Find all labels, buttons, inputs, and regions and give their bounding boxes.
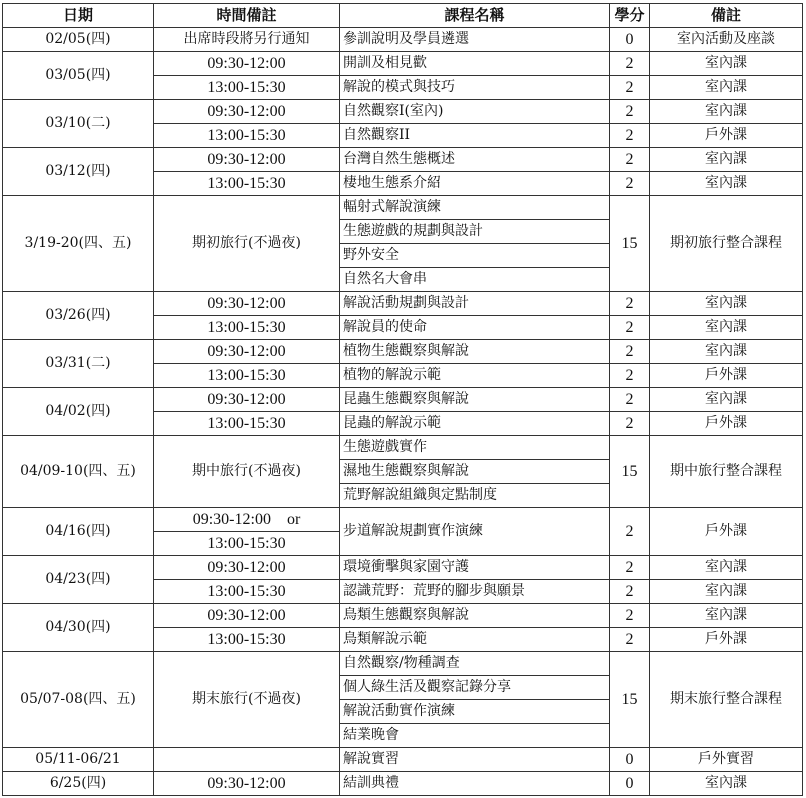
time-cell: 13:00-15:30: [154, 316, 340, 340]
time-cell: 09:30-12:00: [154, 340, 340, 364]
time-cell: 期初旅行(不過夜): [154, 196, 340, 292]
credit-cell: 15: [610, 196, 650, 292]
time-cell: 13:00-15:30: [154, 76, 340, 100]
credit-cell: 2: [610, 628, 650, 652]
credit-cell: 2: [610, 100, 650, 124]
note-cell: 室內課: [650, 556, 803, 580]
time-cell: 09:30-12:00 or: [154, 508, 340, 532]
header-credit: 學分: [610, 4, 650, 28]
course-cell: 鳥類解說示範: [340, 628, 610, 652]
time-cell: 出席時段將另行通知: [154, 28, 340, 52]
table-row: [3, 292, 803, 316]
course-cell: 參訓說明及學員遴選: [340, 28, 610, 52]
course-cell: 植物的解說示範: [340, 364, 610, 388]
date-cell: 03/12(四): [3, 148, 154, 196]
table-row: [3, 148, 803, 172]
course-cell: 解說活動規劃與設計: [340, 292, 610, 316]
table-row: [3, 748, 803, 772]
course-cell: 步道解說規劃實作演練: [340, 508, 610, 556]
credit-cell: 2: [610, 292, 650, 316]
course-cell: 環境衝擊與家園守護: [340, 556, 610, 580]
credit-cell: 2: [610, 364, 650, 388]
course-cell: 自然觀察II: [340, 124, 610, 148]
note-cell: 戶外課: [650, 412, 803, 436]
header-row: [3, 4, 803, 28]
course-cell: 植物生態觀察與解說: [340, 340, 610, 364]
course-cell: 解說活動實作演練: [340, 700, 610, 724]
course-cell: 昆蟲生態觀察與解說: [340, 388, 610, 412]
time-cell: 09:30-12:00: [154, 388, 340, 412]
note-cell: 室內課: [650, 604, 803, 628]
credit-cell: 2: [610, 316, 650, 340]
date-cell: 03/05(四): [3, 52, 154, 100]
credit-cell: 2: [610, 604, 650, 628]
date-cell: 03/26(四): [3, 292, 154, 340]
note-cell: 戶外課: [650, 364, 803, 388]
course-cell: 解說實習: [340, 748, 610, 772]
course-cell: 昆蟲的解說示範: [340, 412, 610, 436]
table-row: [3, 340, 803, 364]
course-cell: 解說員的使命: [340, 316, 610, 340]
credit-cell: 0: [610, 772, 650, 796]
credit-cell: 2: [610, 52, 650, 76]
credit-cell: 2: [610, 388, 650, 412]
time-cell: 13:00-15:30: [154, 364, 340, 388]
credit-cell: 2: [610, 124, 650, 148]
credit-cell: 2: [610, 508, 650, 556]
table-row: [3, 652, 803, 676]
time-cell: 09:30-12:00: [154, 556, 340, 580]
table-row: [3, 100, 803, 124]
note-cell: 戶外實習: [650, 748, 803, 772]
table-row: [3, 436, 803, 460]
time-cell: 13:00-15:30: [154, 532, 340, 556]
header-course: 課程名稱: [340, 4, 610, 28]
credit-cell: 2: [610, 580, 650, 604]
course-cell: 野外安全: [340, 244, 610, 268]
date-cell: 04/16(四): [3, 508, 154, 556]
table-row: [3, 28, 803, 52]
date-cell: 3/19-20(四、五): [3, 196, 154, 292]
time-cell: 09:30-12:00: [154, 772, 340, 796]
course-cell: 台灣自然生態概述: [340, 148, 610, 172]
course-cell: 開訓及相見歡: [340, 52, 610, 76]
time-cell: 13:00-15:30: [154, 580, 340, 604]
credit-cell: 2: [610, 556, 650, 580]
time-cell: 09:30-12:00: [154, 148, 340, 172]
course-cell: 鳥類生態觀察與解說: [340, 604, 610, 628]
course-cell: 濕地生態觀察與解說: [340, 460, 610, 484]
course-cell: 生態遊戲的規劃與設計: [340, 220, 610, 244]
time-cell: 09:30-12:00: [154, 604, 340, 628]
date-cell: 04/02(四): [3, 388, 154, 436]
note-cell: 室內課: [650, 772, 803, 796]
credit-cell: 15: [610, 652, 650, 748]
header-time: 時間備註: [154, 4, 340, 28]
note-cell: 室內課: [650, 172, 803, 196]
note-cell: 室內課: [650, 580, 803, 604]
header-date: 日期: [3, 4, 154, 28]
date-cell: 04/23(四): [3, 556, 154, 604]
note-cell: 室內課: [650, 148, 803, 172]
credit-cell: 0: [610, 748, 650, 772]
note-cell: 室內課: [650, 76, 803, 100]
time-cell: 09:30-12:00: [154, 292, 340, 316]
header-note: 備註: [650, 4, 803, 28]
time-cell: 13:00-15:30: [154, 628, 340, 652]
date-cell: 03/31(二): [3, 340, 154, 388]
time-cell: 期中旅行(不過夜): [154, 436, 340, 508]
credit-cell: 2: [610, 340, 650, 364]
table-row: [3, 196, 803, 220]
course-cell: 個人綠生活及觀察記錄分享: [340, 676, 610, 700]
credit-cell: 2: [610, 76, 650, 100]
note-cell: 期初旅行整合課程: [650, 196, 803, 292]
time-cell: 09:30-12:00: [154, 100, 340, 124]
date-cell: 05/07-08(四、五): [3, 652, 154, 748]
date-cell: 03/10(二): [3, 100, 154, 148]
note-cell: 期末旅行整合課程: [650, 652, 803, 748]
course-cell: 結訓典禮: [340, 772, 610, 796]
note-cell: 室內課: [650, 340, 803, 364]
note-cell: 室內課: [650, 52, 803, 76]
course-cell: 棲地生態系介紹: [340, 172, 610, 196]
time-cell: 13:00-15:30: [154, 124, 340, 148]
table-row: [3, 508, 803, 532]
table-row: [3, 388, 803, 412]
date-cell: 6/25(四): [3, 772, 154, 796]
time-cell: [154, 748, 340, 772]
course-cell: 自然觀察/物種調查: [340, 652, 610, 676]
date-cell: 05/11-06/21: [3, 748, 154, 772]
note-cell: 室內課: [650, 316, 803, 340]
course-schedule-table: [2, 3, 803, 796]
course-cell: 自然名大會串: [340, 268, 610, 292]
table-row: [3, 52, 803, 76]
course-cell: 荒野解說組織與定點制度: [340, 484, 610, 508]
course-cell: 生態遊戲實作: [340, 436, 610, 460]
note-cell: 戶外課: [650, 508, 803, 556]
table-row: [3, 604, 803, 628]
credit-cell: 2: [610, 148, 650, 172]
time-cell: 13:00-15:30: [154, 172, 340, 196]
course-cell: 認識荒野：荒野的腳步與願景: [340, 580, 610, 604]
table-row: [3, 772, 803, 796]
note-cell: 室內活動及座談: [650, 28, 803, 52]
date-cell: 04/30(四): [3, 604, 154, 652]
date-cell: 04/09-10(四、五): [3, 436, 154, 508]
course-cell: 輻射式解說演練: [340, 196, 610, 220]
course-cell: 自然觀察I(室內): [340, 100, 610, 124]
table-row: [3, 556, 803, 580]
time-cell: 09:30-12:00: [154, 52, 340, 76]
note-cell: 室內課: [650, 100, 803, 124]
credit-cell: 0: [610, 28, 650, 52]
course-cell: 結業晚會: [340, 724, 610, 748]
note-cell: 期中旅行整合課程: [650, 436, 803, 508]
credit-cell: 15: [610, 436, 650, 508]
date-cell: 02/05(四): [3, 28, 154, 52]
note-cell: 戶外課: [650, 124, 803, 148]
note-cell: 戶外課: [650, 628, 803, 652]
note-cell: 室內課: [650, 388, 803, 412]
time-cell: 13:00-15:30: [154, 412, 340, 436]
time-cell: 期末旅行(不過夜): [154, 652, 340, 748]
note-cell: 室內課: [650, 292, 803, 316]
credit-cell: 2: [610, 172, 650, 196]
course-cell: 解說的模式與技巧: [340, 76, 610, 100]
credit-cell: 2: [610, 412, 650, 436]
